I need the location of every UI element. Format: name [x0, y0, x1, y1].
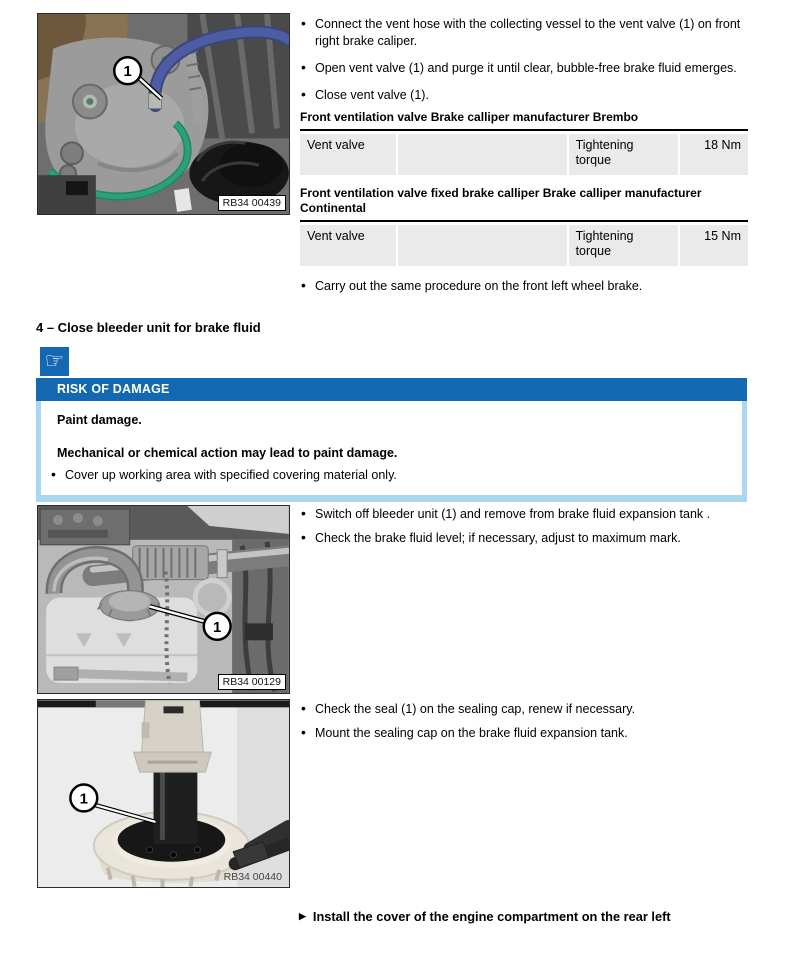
figure-caption: RB34 00439: [218, 195, 286, 211]
procedure-steps-top: [300, 16, 748, 305]
spec-cell-label: Tightening torque: [568, 225, 679, 266]
risk-bullet-item: • Cover up working area with specified covering material only.: [49, 467, 730, 483]
torque-table-continental: [300, 225, 748, 266]
final-step: [299, 909, 671, 924]
step-list: [300, 701, 748, 742]
step-list: [300, 16, 748, 104]
risk-of-damage-box: [36, 378, 747, 502]
brake-caliper-illustration: [38, 14, 289, 214]
step-list: [300, 506, 748, 547]
spec-cell-value: 18 Nm: [679, 134, 748, 175]
sealing-cap-illustration: [38, 700, 289, 887]
figure-expansion-tank-photo: [37, 505, 290, 694]
step-item: • Close vent valve (1).: [300, 87, 748, 104]
spec-cell-value: 15 Nm: [679, 225, 748, 266]
pointing-hand-icon: ☞: [40, 347, 69, 376]
risk-box-body: [36, 401, 747, 502]
step-item: • Carry out the same procedure on the front left wheel brake.: [300, 278, 748, 295]
spec-cell-part: Vent valve: [307, 138, 365, 152]
step-list: [300, 278, 748, 295]
triangle-bullet-icon: ▶: [299, 911, 306, 921]
procedure-steps-bottom: [300, 701, 748, 749]
figure-caption: RB34 00440: [223, 871, 282, 883]
final-step-label: Install the cover of the engine compartment on the rear left: [312, 909, 671, 924]
spacer: [49, 428, 730, 445]
risk-line: Mechanical or chemical action may lead to paint damage.: [57, 446, 398, 460]
callout-number: 1: [79, 790, 88, 808]
step-item: • Check the brake fluid level; if necessary, adjust to maximum mark.: [300, 530, 748, 547]
callout-number: 1: [123, 63, 132, 81]
step-item: • Open vent valve (1) and purge it until clear, bubble-free brake fluid emerges.: [300, 60, 748, 77]
table-row: [300, 134, 748, 175]
torque-table-brembo: [300, 134, 748, 175]
figure-caption: RB34 00129: [218, 674, 286, 690]
spec-cell-empty: [397, 134, 567, 175]
step-item: • Mount the sealing cap on the brake fluid expansion tank.: [300, 725, 748, 742]
section-heading: 4 – Close bleeder unit for brake fluid: [36, 320, 261, 335]
spec-cell-part: Vent valve: [307, 229, 365, 243]
figure-sealing-cap-photo: [37, 699, 290, 888]
spec-cell-empty: [397, 225, 567, 266]
procedure-steps-mid: [300, 506, 748, 554]
step-item: • Switch off bleeder unit (1) and remove from brake fluid expansion tank .: [300, 506, 748, 523]
step-item: • Check the seal (1) on the sealing cap, renew if necessary.: [300, 701, 748, 718]
risk-line: Paint damage.: [57, 413, 142, 427]
torque-table-heading-continental: Front ventilation valve fixed brake calliper Brake calliper manufacturer Continental: [300, 186, 748, 222]
risk-box-title: RISK OF DAMAGE: [36, 378, 747, 401]
step-item: • Connect the vent hose with the collecting vessel to the vent valve (1) on front right brake caliper.: [300, 16, 748, 50]
callout-number: 1: [213, 618, 222, 636]
table-row: [300, 225, 748, 266]
figure-brake-caliper-photo: [37, 13, 290, 215]
expansion-tank-illustration: [38, 506, 289, 693]
torque-table-heading-brembo: Front ventilation valve Brake calliper manufacturer Brembo: [300, 110, 748, 131]
spec-cell-label: Tightening torque: [568, 134, 679, 175]
